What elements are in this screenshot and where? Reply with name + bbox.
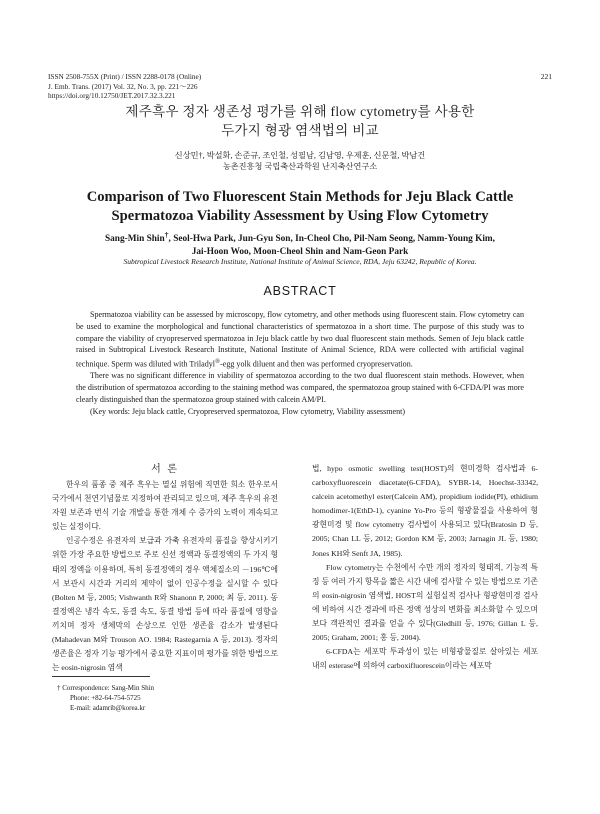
- dagger-mark: †: [164, 230, 169, 239]
- doi-link[interactable]: https://doi.org/10.12750/JET.2017.32.3.221: [48, 91, 176, 100]
- english-affiliation: Subtropical Livestock Research Institute, National Institute of Animal Science, RDA, Jeju 63242, Republic of Korea.: [123, 257, 477, 266]
- english-title-line1: Comparison of Two Fluorescent Stain Methods for Jeju Black Cattle: [86, 189, 514, 205]
- corresponding-author: Sang-Min Shin: [104, 234, 165, 245]
- right-column: [312, 462, 538, 673]
- abstract-p1-text: Spermatozoa viability can be assessed by microscopy, flow cytometry, and other methods using fluorescent stain. Flow cytometry can be used to examine the morphological and functional characteristics of spermatozoa in a short time. The purpose of this study was to compare the viability of cryopreserved spermatozoa in Jeju black cattle by two dual fluorescent stain methods. Semen of Jeju black cattle raised in Subtropical Livestock Research Institute, National Institute of Animal Science, RDA were collected with artificial vaginal technique. Sperm was diluted with Triladyl: [76, 310, 524, 369]
- korean-title: [0, 102, 600, 140]
- intro-right-paragraph-2: Flow cytometry는 수천에서 수만 개의 정자의 형태적, 기능적 특징 등 여러 가지 항목을 짧은 시간 내에 검사할 수 있는 방법으로 기존의 eosin-nigrosin 염색법, HOST의 실험실적 검사나 형광현미경 검사에 비하여 시간 경과에 따른 정액 성상의 변화를 최소화할 수 있으며 보다 객관적인 결과를 얻을 수 있다(Gledhill 등, 1976; Gillan L 등, 2005; Graham, 2001; 홍 등, 2004).: [312, 562, 538, 643]
- abstract-paragraph-2: There was no significant difference in viability of spermatozoa according to the two dual fluorescent stain methods. However, when the distribution of spermatozoa according to the staining method was compared, the spermatozoa group stained with 6-CFDA/PI was more clearly distinguished than the spermatozoa group stained with calcein AM/PI.: [76, 371, 524, 404]
- english-authors-line1: [70, 228, 530, 246]
- footnote-phone: Phone: +82-64-754-5725: [70, 694, 141, 703]
- abstract-heading: ABSTRACT: [263, 284, 337, 298]
- journal-header: [48, 72, 201, 101]
- korean-affiliation: 농촌진흥청 국립축산과학원 난지축산연구소: [222, 162, 378, 171]
- footnote-email[interactable]: E-mail: adamrib@korea.kr: [70, 704, 146, 713]
- registered-mark: ®: [215, 358, 221, 365]
- correspondence-footnote: [57, 683, 154, 714]
- issn-line: ISSN 2508-755X (Print) / ISSN 2288-0178 (Online): [48, 72, 202, 81]
- english-title: [60, 188, 540, 225]
- intro-right-paragraph-1: 법, hypo osmotic swelling test(HOST)의 현미경학 검사법과 6-carboxyfluorescein diacetate(6-CFDA), SYBR-14, Hoechst-33342, calcein acetomethyl ester(Calcein AM), propidium iodide(PI), ethidium homodimer-1(EthD-1), cyanine Yo-Pro 등의 형광물질을 사용하여 형광현미경 및 flow cytometry 검사법이 사용되고 있다(Bratosin D 등, 2005; Chan LL 등, 2012; Gordon KM 등, 2003; Jarnagin JL 등, 1980; Jones KH와 Senft JA, 1985).: [312, 464, 538, 558]
- intro-left-paragraph-1: 한우의 품종 중 제주 흑우는 멸실 위험에 직면한 희소 한우로서 국가에서 천연기념물로 지정하여 관리되고 있으며, 제주 흑우의 유전자원 보존과 번식 기술 개발을 통한 개체 수 증가의 노력이 계속되고 있는 실정이다.: [52, 480, 278, 532]
- korean-title-line1: 제주흑우 정자 생존성 평가를 위해 flow cytometry를 사용한: [125, 104, 475, 119]
- journal-citation: J. Emb. Trans. (2017) Vol. 32, No. 3, pp. 221～226: [48, 81, 198, 91]
- coauthors-line1: , Seol-Hwa Park, Jun-Gyu Son, In-Cheol Cho, Pil-Nam Seong, Namm-Young Kim,: [168, 234, 495, 245]
- footnote-correspondence: [57, 683, 154, 693]
- intro-left-paragraph-2: 인공수정은 유전자의 보급과 가축 유전자의 품질을 향상시키기 위한 가장 주요한 방법으로 주로 신선 정액과 동결정액의 두 가지 형태의 정액을 이용하며, 특히 동결정액의 경우 액체질소의 －196℃에서 보관시 시간과 거리의 제약이 없이 인공수정을 실시할 수 있다(Bolten M 등, 2005; Vishwanth R와 Shanonn P, 2000; 최 등, 2011). 동결정액은 냉각 속도, 동결 속도, 동결 방법 등에 따라 품질에 영향을 끼치며 정자 생체막의 손상으로 인한 생존율 감소가 발생된다(Mahadevan M와 Trouson AO. 1984; Rastegarnia A 등, 2013). 정자의 생존율은 정자 기능 평가에서 중요한 지표이며 평가를 위한 방법으로는 eosin-nigrosin 염색: [52, 536, 278, 673]
- abstract-paragraph-1: [76, 309, 524, 370]
- section-heading-introduction: 서 론: [151, 464, 179, 475]
- english-authors: [70, 228, 530, 260]
- korean-author-block: [0, 150, 600, 172]
- keywords: (Key words: Jeju black cattle, Cryopreserved spermatozoa, Flow cytometry, Viability assessment): [90, 406, 406, 416]
- korean-authors: 신상민†, 박설화, 손준규, 조인철, 성필남, 김남영, 우제훈, 신문철, 박남건: [174, 151, 426, 160]
- english-authors-line2: Jai-Hoon Woo, Moon-Cheol Shin and Nam-Geon Park: [191, 247, 409, 258]
- footnote-label: † Correspondence:: [57, 684, 110, 692]
- abstract-body: [76, 309, 524, 417]
- abstract-p1-end: -egg yolk diluent and then was performed cryopreservation.: [220, 359, 413, 369]
- intro-right-paragraph-3: 6-CFDA는 세포막 투과성이 있는 비형광물질로 살아있는 세포 내의 esterase에 의하여 carboxifluorescein이라는 세포막: [312, 647, 538, 671]
- footnote-divider: [52, 676, 150, 677]
- korean-title-line2: 두가지 형광 염색법의 비교: [221, 123, 379, 138]
- left-column: [52, 478, 278, 675]
- footnote-name: Sang-Min Shin: [111, 684, 155, 692]
- english-title-line2: Spermatozoa Viability Assessment by Using Flow Cytometry: [111, 207, 489, 224]
- page-number: 221: [540, 72, 552, 81]
